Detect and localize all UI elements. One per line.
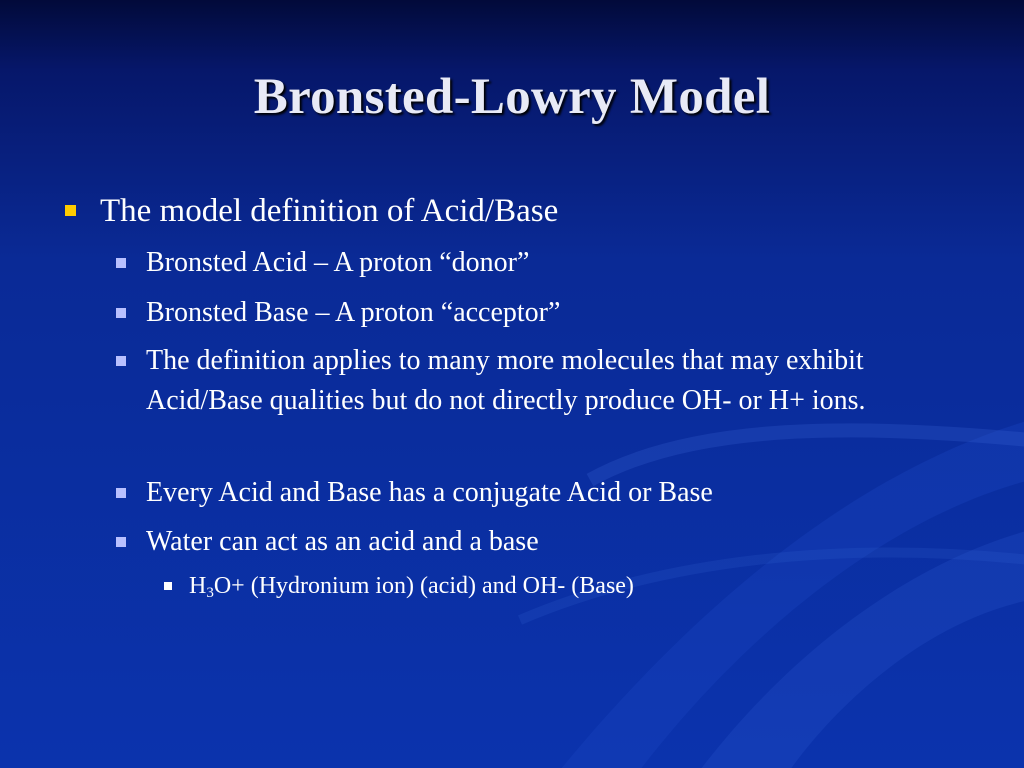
bullet-level2: Bronsted Acid – A proton “donor” bbox=[146, 247, 530, 278]
bullet-level2: Bronsted Base – A proton “acceptor” bbox=[146, 297, 561, 328]
bullet-square-icon bbox=[116, 258, 126, 268]
bullet-square-icon bbox=[116, 356, 126, 366]
bullet-level1: The model definition of Acid/Base bbox=[100, 193, 559, 229]
bullet-level2: Water can act as an acid and a base bbox=[146, 526, 539, 557]
bullet-level2: Every Acid and Base has a conjugate Acid or Base bbox=[146, 477, 713, 508]
hydronium-subscript: 3 bbox=[206, 585, 214, 601]
hydronium-formula-suffix: O+ (Hydronium ion) (acid) and OH- (Base) bbox=[213, 573, 634, 599]
bullet-square-icon bbox=[116, 537, 126, 547]
bullet-level3 bbox=[189, 570, 634, 602]
bullet-square-icon bbox=[65, 205, 76, 216]
bullet-square-icon bbox=[116, 488, 126, 498]
hydronium-formula-prefix: H bbox=[189, 573, 207, 599]
bullet-square-icon bbox=[164, 582, 172, 590]
slide-title: Bronsted-Lowry Model bbox=[253, 69, 771, 125]
bullet-level2: The definition applies to many more molecules that may exhibit Acid/Base qualities but do not directly produce OH- or H+ ions. bbox=[146, 345, 866, 416]
bullet-square-icon bbox=[116, 308, 126, 318]
